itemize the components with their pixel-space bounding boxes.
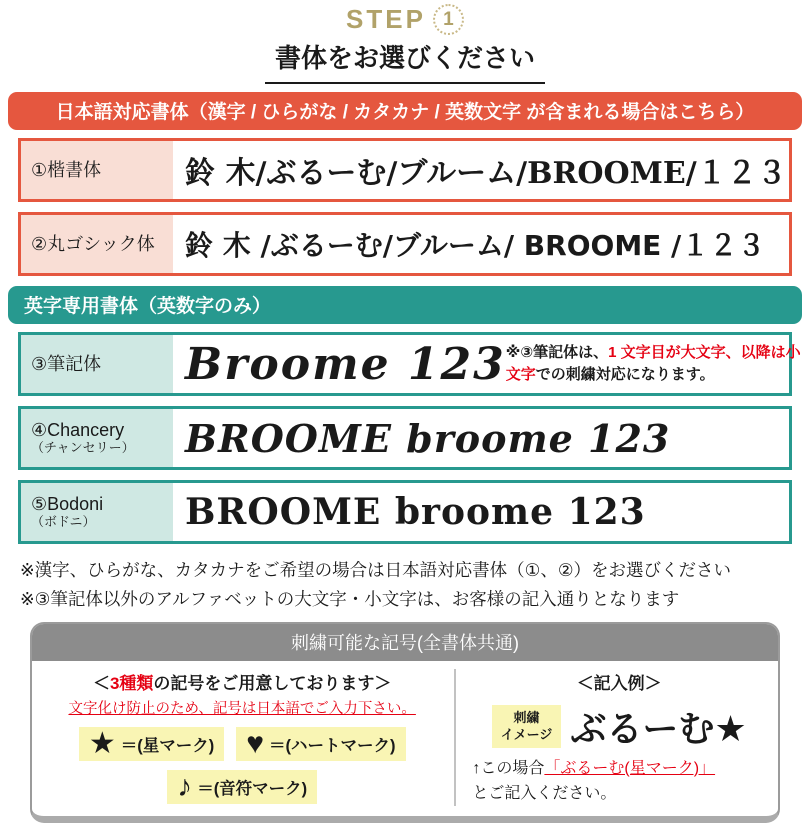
symbols-warning: 文字化け防止のため、記号は日本語でご入力下さい。	[68, 700, 416, 717]
example-heading: ＜記入例＞	[576, 673, 662, 693]
font-sample-bodoni: BROOME broome 123	[185, 491, 646, 533]
script-font-note	[506, 335, 810, 393]
font-option-kaisho	[18, 138, 792, 202]
english-fonts-banner: 英字専用書体（英数字のみ）	[8, 286, 802, 324]
heart-symbol-chip	[236, 727, 405, 761]
script-note-red-part: 1 文字目が大文字、以降は小文字	[505, 343, 801, 383]
example-caption	[466, 757, 772, 807]
font-label-bodoni-main: ⑤Bodoni	[31, 494, 104, 515]
step-indicator	[0, 4, 810, 35]
font-sample-script: Broome 123	[185, 338, 506, 390]
music-note-icon: ♪	[177, 769, 193, 803]
footnote-case-sensitivity: ※③筆記体以外のアルファベットの大文字・小文字は、お客様の記入通りとなります	[20, 588, 680, 609]
embroidery-symbols-box	[30, 622, 780, 823]
symbols-heading-post: の記号をご用意しております＞	[153, 673, 392, 693]
star-symbol-chip	[79, 727, 224, 761]
font-option-bodoni	[18, 480, 792, 544]
symbols-heading	[38, 669, 446, 694]
symbols-heading-pre: ＜	[92, 673, 110, 693]
example-caption-post: とご記入ください。	[472, 784, 617, 802]
embroidery-image-tag-line1: 刺繍	[513, 709, 540, 725]
symbol-chip-row-2	[38, 770, 446, 804]
font-label-chancery-sub: （チャンセリー）	[31, 439, 135, 455]
symbols-heading-red: 3種類	[109, 673, 154, 693]
example-row	[466, 701, 772, 752]
music-note-symbol-chip	[167, 770, 317, 804]
embroidery-image-tag-line2: イメージ	[500, 727, 553, 743]
heart-icon: ♥	[246, 726, 265, 760]
step-number-badge: 1	[433, 4, 464, 35]
heart-symbol-label: ＝(ハートマーク)	[269, 736, 396, 755]
symbols-box-content	[32, 661, 778, 817]
font-label-kaisho: ①楷書体	[21, 141, 173, 199]
font-sample-kaisho: 鈴 木/ぶるーむ/ブルーム/BROOME/１２３	[185, 156, 787, 191]
footnotes	[20, 556, 810, 614]
font-label-script: ③筆記体	[21, 335, 173, 393]
star-icon: ★	[88, 726, 116, 760]
font-sample-marugothic: 鈴 木 /ぶるーむ/ブルーム/ BROOME /１２３	[185, 229, 766, 262]
step-label: STEP	[346, 4, 426, 34]
example-caption-pre: ↑この場合	[472, 759, 545, 777]
page-title: 書体をお選びください	[265, 36, 545, 84]
symbol-chip-row-1	[38, 727, 446, 761]
embroidery-image-tag	[492, 705, 562, 748]
example-column	[456, 669, 772, 807]
music-note-symbol-label: ＝(音符マーク)	[197, 779, 308, 798]
font-label-bodoni-sub: （ボドニ）	[31, 513, 96, 529]
font-option-chancery	[18, 406, 792, 470]
example-caption-red: 「ぶるーむ(星マーク)」	[544, 759, 716, 777]
font-option-script	[18, 332, 801, 396]
font-label-marugothic: ②丸ゴシック体	[21, 215, 173, 273]
font-label-chancery-main: ④Chancery	[31, 420, 125, 441]
japanese-fonts-banner: 日本語対応書体（漢字 / ひらがな / カタカナ / 英数文字 が含まれる場合はこちら）	[8, 92, 802, 130]
font-option-marugothic	[18, 212, 792, 276]
page-header	[0, 0, 810, 84]
font-sample-chancery: BROOME broome 123	[185, 415, 671, 461]
star-symbol-label: ＝(星マーク)	[120, 736, 215, 755]
script-note-part2: での刺繍対応になります。	[535, 366, 715, 383]
font-label-chancery	[21, 409, 173, 467]
footnote-japanese-fonts: ※漢字、ひらがな、カタカナをご希望の場合は日本語対応書体（①、②）をお選びください	[20, 560, 732, 580]
embroidery-example-text: ぶるーむ★	[570, 708, 747, 750]
font-label-bodoni	[21, 483, 173, 541]
symbols-list-column	[38, 669, 456, 807]
symbols-box-title: 刺繍可能な記号(全書体共通)	[32, 624, 778, 661]
script-note-part1: ※③筆記体は、	[505, 343, 609, 361]
